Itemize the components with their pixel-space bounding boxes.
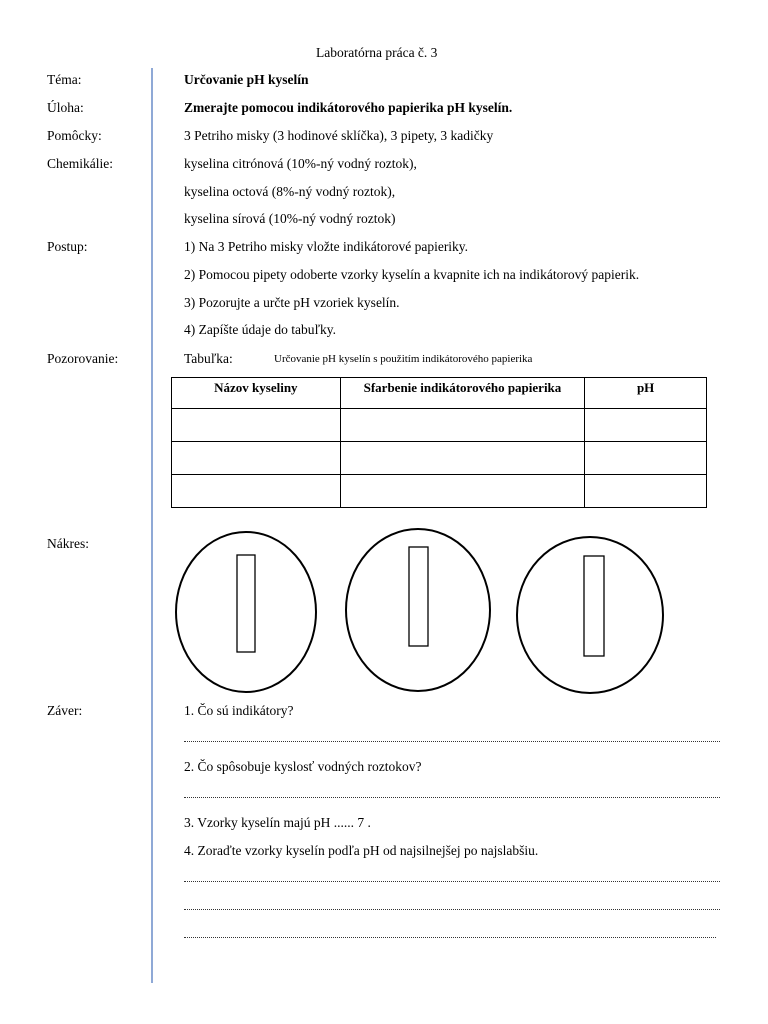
answer-line[interactable] bbox=[184, 741, 720, 742]
indicator-strip-2 bbox=[409, 547, 428, 646]
column-header-ph: pH bbox=[585, 378, 707, 409]
pozorovanie-label: Pozorovanie: bbox=[47, 351, 119, 366]
petri-dish-3 bbox=[517, 537, 663, 693]
petri-dish-1 bbox=[176, 532, 316, 692]
zaver-label: Záver: bbox=[47, 703, 83, 718]
margin-rule bbox=[151, 68, 153, 983]
postup-step: 3) Pozorujte a určte pH vzoriek kyselín. bbox=[184, 295, 400, 310]
postup-label: Postup: bbox=[47, 239, 88, 254]
table-cell[interactable] bbox=[585, 442, 707, 475]
table-cell[interactable] bbox=[172, 442, 341, 475]
pomocky-label: Pomôcky: bbox=[47, 128, 102, 143]
indicator-strip-1 bbox=[237, 555, 255, 652]
petri-dish-drawing bbox=[170, 525, 670, 700]
table-row bbox=[172, 475, 707, 508]
answer-line[interactable] bbox=[184, 937, 716, 938]
chemikalie-item: kyselina sírová (10%-ný vodný roztok) bbox=[184, 211, 396, 226]
table-label: Tabuľka: bbox=[184, 351, 233, 366]
postup-step: 1) Na 3 Petriho misky vložte indikátorové papieriky. bbox=[184, 239, 469, 254]
chemikalie-item: kyselina citrónová (10%-ný vodný roztok), bbox=[184, 156, 417, 171]
nakres-label: Nákres: bbox=[47, 536, 89, 551]
pomocky-value: 3 Petriho misky (3 hodinové sklíčka), 3 pipety, 3 kadičky bbox=[184, 128, 494, 143]
table-cell[interactable] bbox=[172, 409, 341, 442]
observation-table bbox=[171, 377, 707, 508]
question-4: 4. Zoraďte vzorky kyselín podľa pH od najsilnejšej po najslabšiu. bbox=[184, 843, 539, 858]
uloha-label: Úloha: bbox=[47, 100, 84, 115]
table-row bbox=[172, 409, 707, 442]
table-row bbox=[172, 442, 707, 475]
chemikalie-label: Chemikálie: bbox=[47, 156, 113, 171]
tema-label: Téma: bbox=[47, 72, 82, 87]
uloha-value: Zmerajte pomocou indikátorového papierika pH kyselín. bbox=[184, 100, 513, 115]
table-cell[interactable] bbox=[340, 409, 585, 442]
chemikalie-item: kyselina octová (8%-ný vodný roztok), bbox=[184, 184, 396, 199]
table-caption: Určovanie pH kyselín s použitím indikátorového papierika bbox=[274, 353, 533, 365]
table-cell[interactable] bbox=[585, 475, 707, 508]
question-1: 1. Čo sú indikátory? bbox=[184, 703, 294, 718]
postup-step: 4) Zapíšte údaje do tabuľky. bbox=[184, 322, 336, 337]
table-cell[interactable] bbox=[340, 442, 585, 475]
table-cell[interactable] bbox=[585, 409, 707, 442]
question-2: 2. Čo spôsobuje kyslosť vodných roztokov? bbox=[184, 759, 422, 774]
column-header-acid-name: Názov kyseliny bbox=[172, 378, 341, 409]
answer-line[interactable] bbox=[184, 909, 720, 910]
column-header-paper-color: Sfarbenie indikátorového papierika bbox=[340, 378, 585, 409]
tema-value: Určovanie pH kyselín bbox=[184, 72, 309, 87]
table-cell[interactable] bbox=[172, 475, 341, 508]
answer-line[interactable] bbox=[184, 881, 720, 882]
question-3: 3. Vzorky kyselín majú pH ...... 7 . bbox=[184, 815, 371, 830]
petri-dish-2 bbox=[346, 529, 490, 691]
table-cell[interactable] bbox=[340, 475, 585, 508]
postup-step: 2) Pomocou pipety odoberte vzorky kyselín a kvapnite ich na indikátorový papierik. bbox=[184, 267, 640, 282]
indicator-strip-3 bbox=[584, 556, 604, 656]
answer-line[interactable] bbox=[184, 797, 720, 798]
page-title: Laboratórna práca č. 3 bbox=[316, 45, 438, 60]
